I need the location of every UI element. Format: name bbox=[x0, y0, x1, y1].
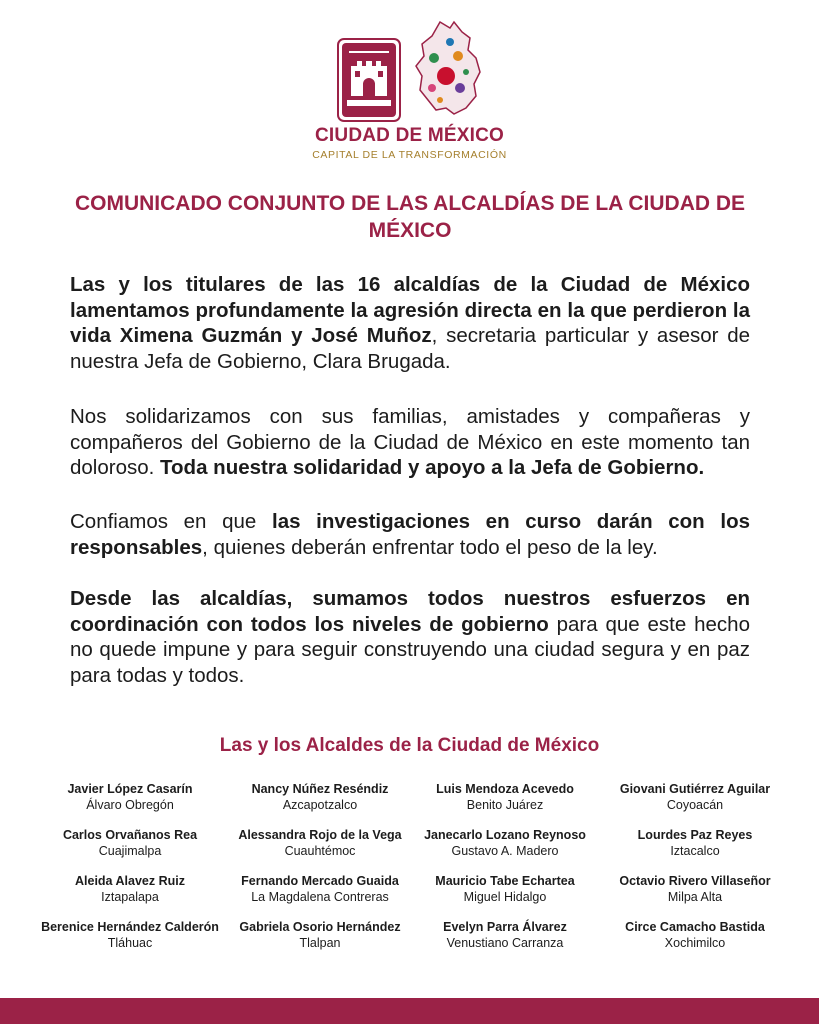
paragraph-1-bold: Las y los titulares de las 16 alcaldías de la Ciudad de México lamentamos profundamente la agresión directa en la que perdieron la vida Ximena Guzmán y José Muñoz bbox=[70, 273, 750, 347]
brand-subtitle: CAPITAL DE LA TRANSFORMACIÓN bbox=[312, 149, 507, 161]
signer-name: Lourdes Paz Reyes bbox=[637, 828, 753, 842]
brand-name: CIUDAD DE MÉXICO bbox=[315, 125, 504, 146]
document-title: COMUNICADO CONJUNTO DE LAS ALCALDÍAS DE LA CIUDAD DE MÉXICO bbox=[74, 192, 746, 242]
signer-name: Giovani Gutiérrez Aguilar bbox=[619, 782, 771, 796]
paragraph-4 bbox=[70, 586, 750, 688]
paragraph-3-bold: las investigaciones en curso darán con los responsables bbox=[70, 510, 750, 559]
signer-borough: Venustiano Carranza bbox=[446, 935, 564, 950]
signer-name: Aleida Alavez Ruiz bbox=[75, 874, 185, 888]
signer bbox=[230, 874, 410, 905]
cdmx-map-floral-logo bbox=[410, 18, 485, 118]
signer-name: Octavio Rivero Villaseñor bbox=[619, 874, 771, 888]
signer-name: Evelyn Parra Álvarez bbox=[443, 920, 567, 934]
city-coat-of-arms-logo bbox=[337, 38, 401, 122]
signer-name: Berenice Hernández Calderón bbox=[41, 920, 219, 934]
signer bbox=[230, 828, 410, 859]
signer-borough: Milpa Alta bbox=[667, 889, 723, 904]
signers-title: Las y los Alcaldes de la Ciudad de México bbox=[219, 735, 600, 756]
signer bbox=[410, 828, 600, 859]
signer bbox=[30, 920, 230, 951]
paragraph-1-text: , secretaria particular y asesor de nuestra Jefa de Gobierno, Clara Brugada. bbox=[70, 324, 751, 373]
paragraph-2-text: Nos solidarizamos con sus familias, amistades y compañeras y compañeros del Gobierno de la Ciudad de México en este momento tan doloroso. bbox=[70, 405, 750, 479]
signer bbox=[30, 782, 230, 813]
signer-borough: Gustavo A. Madero bbox=[451, 843, 559, 858]
signer-name: Janecarlo Lozano Reynoso bbox=[424, 828, 586, 842]
signer bbox=[410, 782, 600, 813]
signer bbox=[600, 782, 790, 813]
paragraph-2-bold: Toda nuestra solidaridad y apoyo a la Jefa de Gobierno. bbox=[160, 456, 705, 479]
signer-borough: Azcapotzalco bbox=[282, 797, 358, 812]
signer-borough: Iztacalco bbox=[670, 843, 720, 858]
paragraph-4-text: para que este hecho no quede impune y para seguir construyendo una ciudad segura y en paz para todas y todos. bbox=[70, 612, 750, 687]
signer-borough: Miguel Hidalgo bbox=[463, 889, 547, 904]
signer-borough: La Magdalena Contreras bbox=[251, 889, 389, 904]
paragraph-3-text-b: , quienes deberán enfrentar todo el peso de la ley. bbox=[202, 535, 658, 559]
signer-name: Nancy Núñez Reséndiz bbox=[251, 782, 389, 796]
signer-borough: Coyoacán bbox=[666, 797, 724, 812]
signer-borough: Tláhuac bbox=[107, 935, 153, 950]
signer bbox=[600, 874, 790, 905]
signer-name: Fernando Mercado Guaida bbox=[241, 874, 399, 888]
signer bbox=[30, 874, 230, 905]
signer bbox=[600, 828, 790, 859]
signer bbox=[230, 920, 410, 951]
signer-borough: Xochimilco bbox=[664, 935, 726, 950]
signer-name: Mauricio Tabe Echartea bbox=[435, 874, 575, 888]
signer bbox=[410, 920, 600, 951]
header bbox=[0, 18, 819, 168]
signer-name: Carlos Orvañanos Rea bbox=[62, 828, 198, 842]
signer bbox=[600, 920, 790, 951]
signer-borough: Tlalpan bbox=[299, 935, 341, 950]
signer-borough: Cuajimalpa bbox=[98, 843, 162, 858]
paragraph-1 bbox=[70, 272, 750, 374]
signers-grid bbox=[30, 782, 790, 951]
signer bbox=[410, 874, 600, 905]
footer-bar bbox=[0, 998, 819, 1024]
signer-name: Luis Mendoza Acevedo bbox=[436, 782, 574, 796]
signer-name: Javier López Casarín bbox=[67, 782, 193, 796]
signer-borough: Iztapalapa bbox=[101, 889, 159, 904]
signer-name: Gabriela Osorio Hernández bbox=[239, 920, 401, 934]
paragraph-3-text-a: Confiamos en que bbox=[70, 510, 273, 533]
paragraph-3 bbox=[70, 509, 750, 560]
signer bbox=[230, 782, 410, 813]
signer bbox=[30, 828, 230, 859]
signer-name: Circe Camacho Bastida bbox=[625, 920, 765, 934]
paragraph-4-bold: Desde las alcaldías, sumamos todos nuestros esfuerzos en coordinación con todos los niveles de gobierno bbox=[70, 587, 750, 636]
signer-name: Alessandra Rojo de la Vega bbox=[238, 828, 402, 842]
signer-borough: Álvaro Obregón bbox=[86, 797, 174, 812]
paragraph-2 bbox=[70, 404, 750, 481]
signer-borough: Benito Juárez bbox=[466, 797, 544, 812]
signer-borough: Cuauhtémoc bbox=[284, 843, 356, 858]
